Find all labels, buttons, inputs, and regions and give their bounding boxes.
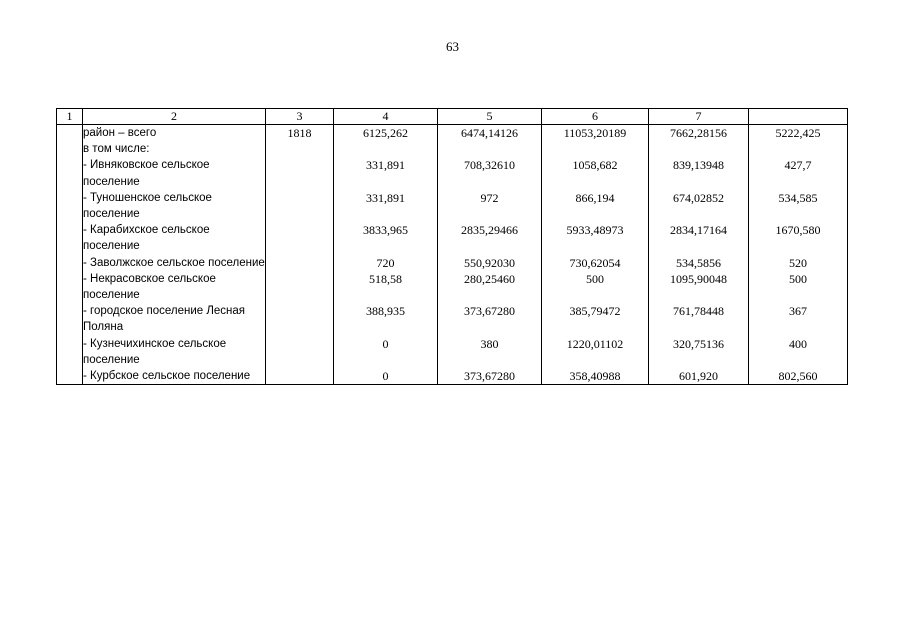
- value-cell: 7662,28156: [649, 125, 749, 142]
- header-cell: 4: [334, 109, 438, 125]
- row-number-cell: [57, 141, 83, 157]
- value-cell: 520: [749, 255, 848, 271]
- header-cell: [749, 109, 848, 125]
- value-cell: 550,92030: [438, 255, 542, 271]
- header-cell: 2: [83, 109, 266, 125]
- value-cell: 331,891: [334, 157, 438, 189]
- settlement-name-cell: - городское поселение Лесная Поляна: [83, 303, 266, 335]
- settlement-name-cell: - Некрасовское сельское поселение: [83, 271, 266, 303]
- value-cell: 380: [438, 336, 542, 368]
- value-cell: 601,920: [649, 368, 749, 385]
- value-cell: [266, 368, 334, 385]
- row-number-cell: [57, 222, 83, 254]
- value-cell: 1058,682: [542, 157, 649, 189]
- value-cell: 373,67280: [438, 303, 542, 335]
- value-cell: 730,62054: [542, 255, 649, 271]
- settlement-name-cell: - Курбское сельское поселение: [83, 368, 266, 385]
- value-cell: 2835,29466: [438, 222, 542, 254]
- value-cell: 427,7: [749, 157, 848, 189]
- value-cell: 6125,262: [334, 125, 438, 142]
- value-cell: 518,58: [334, 271, 438, 303]
- value-cell: 2834,17164: [649, 222, 749, 254]
- value-cell: 1818: [266, 125, 334, 142]
- table-row: [57, 368, 848, 385]
- value-cell: [266, 190, 334, 222]
- settlement-name-cell: - Заволжское сельское поселение: [83, 255, 266, 271]
- header-cell: 5: [438, 109, 542, 125]
- value-cell: [266, 222, 334, 254]
- value-cell: 6474,14126: [438, 125, 542, 142]
- value-cell: [266, 255, 334, 271]
- value-cell: 761,78448: [649, 303, 749, 335]
- row-number-cell: [57, 125, 83, 142]
- header-cell: 6: [542, 109, 649, 125]
- row-number-cell: [57, 255, 83, 271]
- table-row: [57, 271, 848, 303]
- header-cell: 1: [57, 109, 83, 125]
- table-row: [57, 303, 848, 335]
- value-cell: 388,935: [334, 303, 438, 335]
- table-row: [57, 336, 848, 368]
- value-cell: 400: [749, 336, 848, 368]
- row-number-cell: [57, 157, 83, 189]
- value-cell: [266, 271, 334, 303]
- value-cell: 802,560: [749, 368, 848, 385]
- value-cell: 367: [749, 303, 848, 335]
- settlement-name-cell: - Кузнечихинское сельское поселение: [83, 336, 266, 368]
- row-number-cell: [57, 271, 83, 303]
- value-cell: 280,25460: [438, 271, 542, 303]
- header-cell: 3: [266, 109, 334, 125]
- value-cell: [542, 141, 649, 157]
- value-cell: 373,67280: [438, 368, 542, 385]
- value-cell: [266, 157, 334, 189]
- value-cell: [438, 141, 542, 157]
- table-row: [57, 141, 848, 157]
- value-cell: 839,13948: [649, 157, 749, 189]
- value-cell: [749, 141, 848, 157]
- value-cell: 3833,965: [334, 222, 438, 254]
- page-number: 63: [446, 39, 459, 54]
- data-table: [56, 108, 848, 385]
- value-cell: 534,585: [749, 190, 848, 222]
- value-cell: [334, 141, 438, 157]
- row-number-cell: [57, 336, 83, 368]
- value-cell: [266, 141, 334, 157]
- value-cell: 1670,580: [749, 222, 848, 254]
- value-cell: 5933,48973: [542, 222, 649, 254]
- value-cell: 358,40988: [542, 368, 649, 385]
- value-cell: [266, 303, 334, 335]
- table-row: [57, 157, 848, 189]
- table-row: [57, 222, 848, 254]
- settlement-name-cell: - Туношенское сельское поселение: [83, 190, 266, 222]
- value-cell: 0: [334, 336, 438, 368]
- value-cell: 720: [334, 255, 438, 271]
- table-row: [57, 190, 848, 222]
- value-cell: 331,891: [334, 190, 438, 222]
- value-cell: 320,75136: [649, 336, 749, 368]
- header-row: [57, 109, 848, 125]
- table-row: [57, 255, 848, 271]
- table-row: [57, 125, 848, 142]
- value-cell: 674,02852: [649, 190, 749, 222]
- settlement-name-cell: - Карабихское сельское поселение: [83, 222, 266, 254]
- value-cell: 534,5856: [649, 255, 749, 271]
- value-cell: 500: [749, 271, 848, 303]
- row-number-cell: [57, 303, 83, 335]
- value-cell: [266, 336, 334, 368]
- value-cell: 385,79472: [542, 303, 649, 335]
- header-cell: 7: [649, 109, 749, 125]
- value-cell: 500: [542, 271, 649, 303]
- value-cell: 1220,01102: [542, 336, 649, 368]
- value-cell: 708,32610: [438, 157, 542, 189]
- value-cell: 0: [334, 368, 438, 385]
- value-cell: 866,194: [542, 190, 649, 222]
- value-cell: [649, 141, 749, 157]
- row-number-cell: [57, 190, 83, 222]
- section-label-cell: в том числе:: [83, 141, 266, 157]
- value-cell: 1095,90048: [649, 271, 749, 303]
- value-cell: 11053,20189: [542, 125, 649, 142]
- row-number-cell: [57, 368, 83, 385]
- district-name-cell: район – всего: [83, 125, 266, 142]
- settlement-name-cell: - Ивняковское сельское поселение: [83, 157, 266, 189]
- value-cell: 972: [438, 190, 542, 222]
- value-cell: 5222,425: [749, 125, 848, 142]
